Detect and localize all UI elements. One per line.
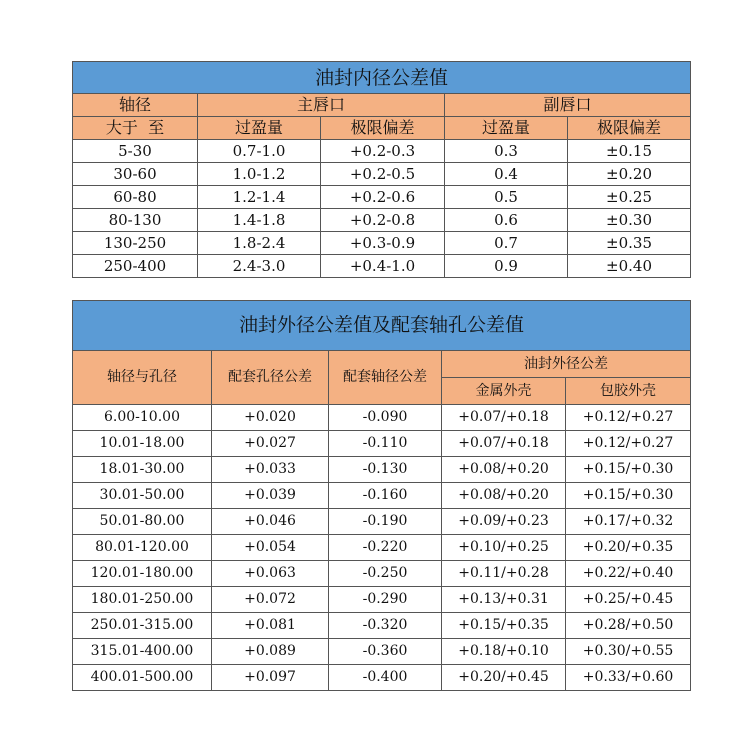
table-cell: +0.097	[212, 665, 329, 691]
table-row	[73, 483, 691, 509]
table-row	[73, 232, 691, 255]
table-cell: 0.7	[445, 232, 568, 255]
table-cell: +0.033	[212, 457, 329, 483]
subheader-rubber-case: 包胶外壳	[566, 378, 691, 405]
table-cell: +0.15/+0.30	[566, 483, 691, 509]
table-cell: -0.090	[329, 405, 442, 431]
subheader-metal-case: 金属外壳	[442, 378, 566, 405]
table-cell: 30.01-50.00	[73, 483, 212, 509]
table-row	[73, 561, 691, 587]
table-cell: +0.11/+0.28	[442, 561, 566, 587]
table-cell: +0.089	[212, 639, 329, 665]
table-row	[73, 509, 691, 535]
table-cell: -0.360	[329, 639, 442, 665]
table-row	[73, 209, 691, 232]
table-row	[73, 405, 691, 431]
table-cell: 0.5	[445, 186, 568, 209]
table-cell: +0.2-0.5	[321, 163, 445, 186]
table-cell: 0.3	[445, 140, 568, 163]
table-row	[73, 163, 691, 186]
table-cell: +0.07/+0.18	[442, 405, 566, 431]
header-shaft-and-hole: 轴径与孔径	[73, 351, 212, 405]
table-cell: 80.01-120.00	[73, 535, 212, 561]
table-row	[73, 431, 691, 457]
table-cell: +0.4-1.0	[321, 255, 445, 278]
table-cell: ±0.20	[568, 163, 691, 186]
table-cell: 0.9	[445, 255, 568, 278]
table-cell: +0.09/+0.23	[442, 509, 566, 535]
table-cell: +0.20/+0.45	[442, 665, 566, 691]
table-cell: +0.15/+0.35	[442, 613, 566, 639]
table-cell: +0.027	[212, 431, 329, 457]
table-cell: +0.046	[212, 509, 329, 535]
table-cell: +0.22/+0.40	[566, 561, 691, 587]
table-cell: +0.33/+0.60	[566, 665, 691, 691]
subheader-limit-deviation: 极限偏差	[321, 117, 445, 140]
table-cell: 250-400	[73, 255, 198, 278]
table-row	[73, 665, 691, 691]
table-cell: +0.25/+0.45	[566, 587, 691, 613]
outer-table-title: 油封外径公差值及配套轴孔公差值	[73, 301, 691, 351]
table-row	[73, 186, 691, 209]
header-aux-lip: 副唇口	[445, 94, 691, 117]
table-cell: ±0.40	[568, 255, 691, 278]
table-cell: +0.18/+0.10	[442, 639, 566, 665]
table-cell: 130-250	[73, 232, 198, 255]
table-cell: +0.12/+0.27	[566, 405, 691, 431]
table-cell: 18.01-30.00	[73, 457, 212, 483]
table-cell: +0.17/+0.32	[566, 509, 691, 535]
table-cell: +0.072	[212, 587, 329, 613]
table-cell: 120.01-180.00	[73, 561, 212, 587]
table-cell: ±0.25	[568, 186, 691, 209]
table-cell: 1.4-1.8	[198, 209, 321, 232]
table-cell: 0.4	[445, 163, 568, 186]
subheader-interference: 过盈量	[198, 117, 321, 140]
table-cell: +0.08/+0.20	[442, 457, 566, 483]
table-cell: 5-30	[73, 140, 198, 163]
table-cell: +0.039	[212, 483, 329, 509]
table-cell: 10.01-18.00	[73, 431, 212, 457]
table-row	[73, 613, 691, 639]
table-row	[73, 639, 691, 665]
table-cell: -0.130	[329, 457, 442, 483]
table-cell: +0.08/+0.20	[442, 483, 566, 509]
table-row	[73, 587, 691, 613]
table-cell: +0.2-0.6	[321, 186, 445, 209]
table-cell: -0.220	[329, 535, 442, 561]
outer-diameter-tolerance-table	[72, 300, 691, 691]
header-hole-tolerance: 配套孔径公差	[212, 351, 329, 405]
table-cell: +0.07/+0.18	[442, 431, 566, 457]
table-cell: ±0.30	[568, 209, 691, 232]
table-cell: 60-80	[73, 186, 198, 209]
table-cell: +0.20/+0.35	[566, 535, 691, 561]
header-od-tolerance: 油封外径公差	[442, 351, 691, 378]
table-cell: 1.8-2.4	[198, 232, 321, 255]
table-cell: +0.12/+0.27	[566, 431, 691, 457]
header-shaft-tolerance: 配套轴径公差	[329, 351, 442, 405]
table-row	[73, 255, 691, 278]
table-cell: 6.00-10.00	[73, 405, 212, 431]
table-cell: 315.01-400.00	[73, 639, 212, 665]
table-row	[73, 457, 691, 483]
table-cell: ±0.35	[568, 232, 691, 255]
table-cell: +0.10/+0.25	[442, 535, 566, 561]
table-cell: 400.01-500.00	[73, 665, 212, 691]
table-cell: 180.01-250.00	[73, 587, 212, 613]
table-cell: 1.2-1.4	[198, 186, 321, 209]
table-cell: -0.400	[329, 665, 442, 691]
table-cell: +0.063	[212, 561, 329, 587]
table-cell: 2.4-3.0	[198, 255, 321, 278]
table-row	[73, 140, 691, 163]
inner-table-title: 油封内径公差值	[73, 62, 691, 94]
table-cell: -0.110	[329, 431, 442, 457]
table-cell: +0.28/+0.50	[566, 613, 691, 639]
table-cell: +0.2-0.3	[321, 140, 445, 163]
table-cell: 80-130	[73, 209, 198, 232]
table-cell: -0.290	[329, 587, 442, 613]
inner-diameter-tolerance-table	[72, 61, 691, 278]
table-cell: 50.01-80.00	[73, 509, 212, 535]
table-cell: +0.15/+0.30	[566, 457, 691, 483]
table-cell: -0.250	[329, 561, 442, 587]
table-cell: ±0.15	[568, 140, 691, 163]
table-cell: -0.320	[329, 613, 442, 639]
table-cell: 0.7-1.0	[198, 140, 321, 163]
table-cell: +0.020	[212, 405, 329, 431]
subheader-range: 大于 至	[73, 117, 198, 140]
table-cell: -0.160	[329, 483, 442, 509]
table-cell: -0.190	[329, 509, 442, 535]
table-cell: +0.30/+0.55	[566, 639, 691, 665]
subheader-limit-deviation-aux: 极限偏差	[568, 117, 691, 140]
table-cell: +0.054	[212, 535, 329, 561]
subheader-interference-aux: 过盈量	[445, 117, 568, 140]
table-cell: +0.2-0.8	[321, 209, 445, 232]
table-cell: 1.0-1.2	[198, 163, 321, 186]
table-cell: 0.6	[445, 209, 568, 232]
header-main-lip: 主唇口	[198, 94, 445, 117]
header-shaft: 轴径	[73, 94, 198, 117]
table-cell: 30-60	[73, 163, 198, 186]
table-cell: 250.01-315.00	[73, 613, 212, 639]
table-cell: +0.13/+0.31	[442, 587, 566, 613]
table-cell: +0.081	[212, 613, 329, 639]
table-row	[73, 535, 691, 561]
table-cell: +0.3-0.9	[321, 232, 445, 255]
